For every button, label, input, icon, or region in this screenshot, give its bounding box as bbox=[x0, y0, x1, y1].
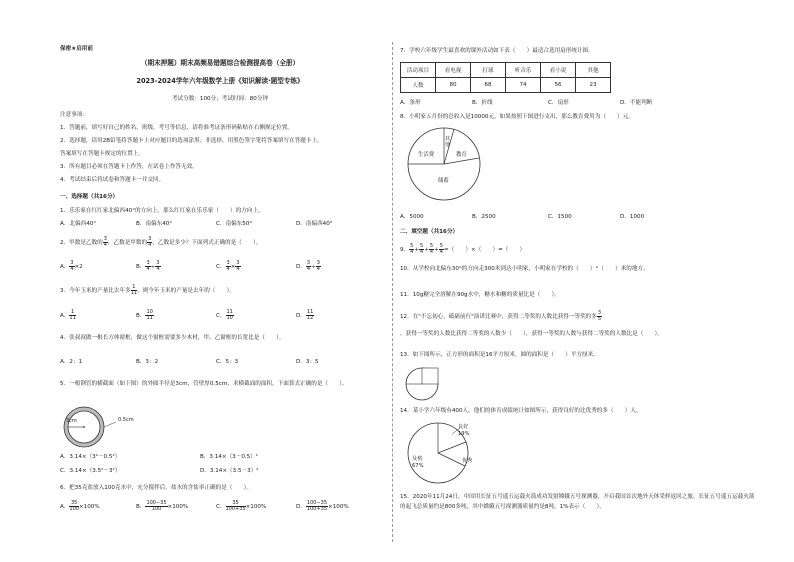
q4-option-b: B．3：2 bbox=[136, 359, 159, 365]
q7-option-a: A．条形 bbox=[400, 100, 421, 106]
pie-label-other: 其他 bbox=[445, 136, 451, 148]
table-cell: 听音乐 bbox=[506, 63, 541, 78]
notes-heading: 注意事项： bbox=[60, 112, 88, 118]
question-7: 7．学校六年级学生最喜欢的课外活动如下表（ ）最适合选用扇形统计图。 bbox=[400, 48, 594, 54]
note-3: 3．所有题目必须在答题卡上作答，在试卷上作答无效。 bbox=[60, 164, 198, 170]
q8-option-b: B．2500 bbox=[472, 214, 496, 220]
question-8: 8．小明家五月份的总收入是10000元，如果按照下图进行支出，那么教育费用为（ ）元。 bbox=[400, 114, 634, 120]
q8-option-d: D．1000 bbox=[620, 214, 645, 220]
table-cell: 其他 bbox=[576, 63, 611, 78]
question-15: 15．2020年11月24日，中国用长征五号遥五运载火箭成功发射嫦娥五号探测器，开启我国首次地外天体采样返回之旅。长征五号遥五运载火箭的起飞总质量约是800多吨，其中嫦娥五号探测器质量约是8吨，1%表示（ ）。 bbox=[400, 494, 755, 510]
table-cell: 74 bbox=[506, 78, 541, 93]
table-cell: 68 bbox=[471, 78, 506, 93]
q8-option-a: A．5000 bbox=[400, 214, 424, 220]
note-2b: 答案填写在答题卡规定的位置上。 bbox=[60, 151, 144, 157]
pie2-label-excellent: 优秀 bbox=[462, 458, 473, 464]
q5-option-d: D．3.14×（3.5－3）² bbox=[200, 468, 259, 474]
ring-radius-label: 3cm bbox=[66, 418, 77, 424]
q5-option-b: B．3.14×（3－0.5）² bbox=[200, 454, 259, 460]
q3-option-a: A． $\frac{1}{11}$ bbox=[60, 309, 76, 321]
table-cell: 活动项目 bbox=[401, 63, 436, 78]
q4-option-a: A．2：1 bbox=[60, 359, 83, 365]
q5-option-a: A．3.14×（3²－0.5²） bbox=[60, 454, 121, 460]
table-cell: 23 bbox=[576, 78, 611, 93]
q4-option-d: D．3：5 bbox=[296, 359, 319, 365]
table-cell: 人数 bbox=[401, 78, 436, 93]
question-5: 5．一根钢管的横截面（如下图）的外圆半径是3cm，管壁厚0.5cm，求横截面的面积，下面算式正确的是（ ）。 bbox=[60, 381, 348, 387]
note-4: 4．考试结束后将试卷和答题卡一并交回。 bbox=[60, 177, 165, 183]
q1-option-b: B．南偏东40° bbox=[136, 221, 173, 227]
section-2-heading: 二、填空题（共16分） bbox=[400, 229, 459, 235]
table-row bbox=[401, 78, 611, 93]
pie2-label-pass: 及格 bbox=[412, 456, 423, 462]
question-4: 4．张叔叔做一根长方体窗框，做这个窗框需要多少木材，甲、乙窗框的长宽比是（ ）。 bbox=[60, 335, 285, 341]
q6-option-c: C． $\frac{35}{100+35}$ ×100% bbox=[216, 500, 267, 512]
q1-option-c: C．南偏东50° bbox=[216, 221, 253, 227]
note-2: 2．选择题，请用2B铅笔将答题卡上对应题目的选项涂黑；非选择，用黑色签字笔将答案填写在答题卡上。 bbox=[60, 138, 323, 144]
q3-option-b: B． $\frac{10}{11}$ bbox=[136, 309, 153, 321]
question-14: 14．某小学六年级有400人，他们的体育成绩统计如图所示，获得良好的比优秀的多（ ）人。 bbox=[400, 408, 642, 414]
pie-chart-icon bbox=[404, 126, 484, 202]
pie-label-savings: 储蓄 bbox=[438, 178, 449, 184]
q7-option-d: D．不能判断 bbox=[620, 100, 653, 106]
q2-option-d: D． $\frac{3}{4}$ ÷ $\frac{3}{4}$ bbox=[296, 260, 320, 272]
question-13: 13．如下图所示，正方形的面积是16平方厘米，圆的面积是（ ）平方厘米。 bbox=[400, 352, 599, 358]
q6-option-a: A． $\frac{35}{100}$ ×100% bbox=[60, 500, 100, 512]
question-3: 3．今年玉米的产量比去年多 $\frac{1}{11}$ ，则今年玉米的产量是去年的（ ）。 bbox=[60, 284, 235, 296]
activity-table bbox=[400, 62, 611, 93]
table-cell: 看电视 bbox=[436, 63, 471, 78]
q3-option-d: D． $\frac{11}{12}$ bbox=[296, 309, 314, 321]
question-12-cont: ，获得一等奖的人数比获得二等奖的人数少（ ），获得一等奖的人数与获得二等奖的人数比是（ ）。 bbox=[400, 331, 663, 337]
q6-option-d: D． $\frac{100-35}{100+35}$ ×100% bbox=[296, 500, 349, 512]
pie-label-education: 教育 bbox=[456, 152, 467, 158]
question-6: 6．把35克盐放入100克水中，充分搅拌后，盐水的含盐率正确的是（ ）。 bbox=[60, 485, 252, 491]
ring-diagram-icon bbox=[60, 404, 120, 450]
exam-title-2: 2023-2024学年六年级数学上册《知识解读·题型专练》 bbox=[136, 77, 304, 85]
ring-thickness-label: 0.5cm bbox=[118, 417, 134, 423]
question-12: 12．在"不忘初心，砥砺前行"演讲比赛中，获得二等奖的人数比获得一等奖的多 $\frac{3}{5}$ bbox=[400, 310, 602, 322]
table-cell: 56 bbox=[541, 78, 576, 93]
table-cell: 看小说 bbox=[541, 63, 576, 78]
q1-option-d: D．南偏西40° bbox=[296, 221, 333, 227]
q4-option-c: C．5：3 bbox=[216, 359, 239, 365]
q2-option-a: A． $\frac{3}{4}$ ×2 bbox=[60, 260, 83, 272]
secret-label: 保密★启用前 bbox=[60, 46, 93, 52]
q8-option-c: C．1500 bbox=[548, 214, 572, 220]
table-cell: 打球 bbox=[471, 63, 506, 78]
q7-option-b: B．折线 bbox=[472, 100, 493, 106]
q2-option-c: C． $\frac{3}{4}$ × $\frac{3}{4}$ bbox=[216, 260, 240, 272]
exam-title-1: （期末押题）期末高频易错题综合检测提高卷（全册） bbox=[140, 59, 300, 67]
pie2-label-good: 良好 bbox=[458, 424, 469, 430]
question-9: 9． $\frac{5}{4}$ + $\frac{5}{4}$ + $\frac{5}{4}$ + $\frac{5}{4}$ =（ ）×（ ）=（ ） bbox=[400, 243, 526, 255]
pie2-pct-good: 19% bbox=[458, 431, 470, 437]
q1-option-a: A．北偏西40° bbox=[60, 221, 97, 227]
table-cell: 80 bbox=[436, 78, 471, 93]
question-2: 2．甲数是乙数的 $\frac{3}{4}$ ，乙数是甲数的 $\frac{3}{4}$ ，乙数是多少？下面列式正确的是（ ）。 bbox=[60, 236, 262, 248]
q7-option-c: C．扇形 bbox=[548, 100, 569, 106]
section-1-heading: 一、选择题（共16分） bbox=[60, 194, 119, 200]
question-11: 11．10g糖完全溶解在90g水中，糖水和糖的质量比是（ ）。 bbox=[400, 292, 560, 298]
table-row bbox=[401, 63, 611, 78]
question-10: 10．从学校向北偏东30°的方向走300米到达小明家，小明家在学校的（ ）°（ ）米的地方。 bbox=[400, 266, 649, 272]
pie-label-living: 生活费 bbox=[418, 152, 435, 158]
pie2-pct-pass: 67% bbox=[412, 463, 424, 469]
square-circle-icon bbox=[404, 366, 440, 402]
note-1: 1．答题前，填写好自己的姓名、班级、考号等信息，请将准考证条形码粘贴在右侧规定位置。 bbox=[60, 125, 293, 131]
column-divider bbox=[392, 42, 393, 542]
q5-option-c: C．3.14×（3.5²－3²） bbox=[60, 468, 121, 474]
q3-option-c: C． $\frac{11}{10}$ bbox=[216, 309, 233, 321]
q6-option-b: B． $\frac{100-35}{100}$ ×100% bbox=[136, 500, 189, 512]
q2-option-b: B． $\frac{3}{4}$ ÷ $\frac{3}{4}$ bbox=[136, 260, 160, 272]
question-1: 1．乐乐家在红红家北偏西40°的方向上，那么红红家在乐乐家（ ）的方向上。 bbox=[60, 208, 264, 214]
exam-info: 考试分数：100分；考试时间：80分钟 bbox=[171, 96, 269, 102]
